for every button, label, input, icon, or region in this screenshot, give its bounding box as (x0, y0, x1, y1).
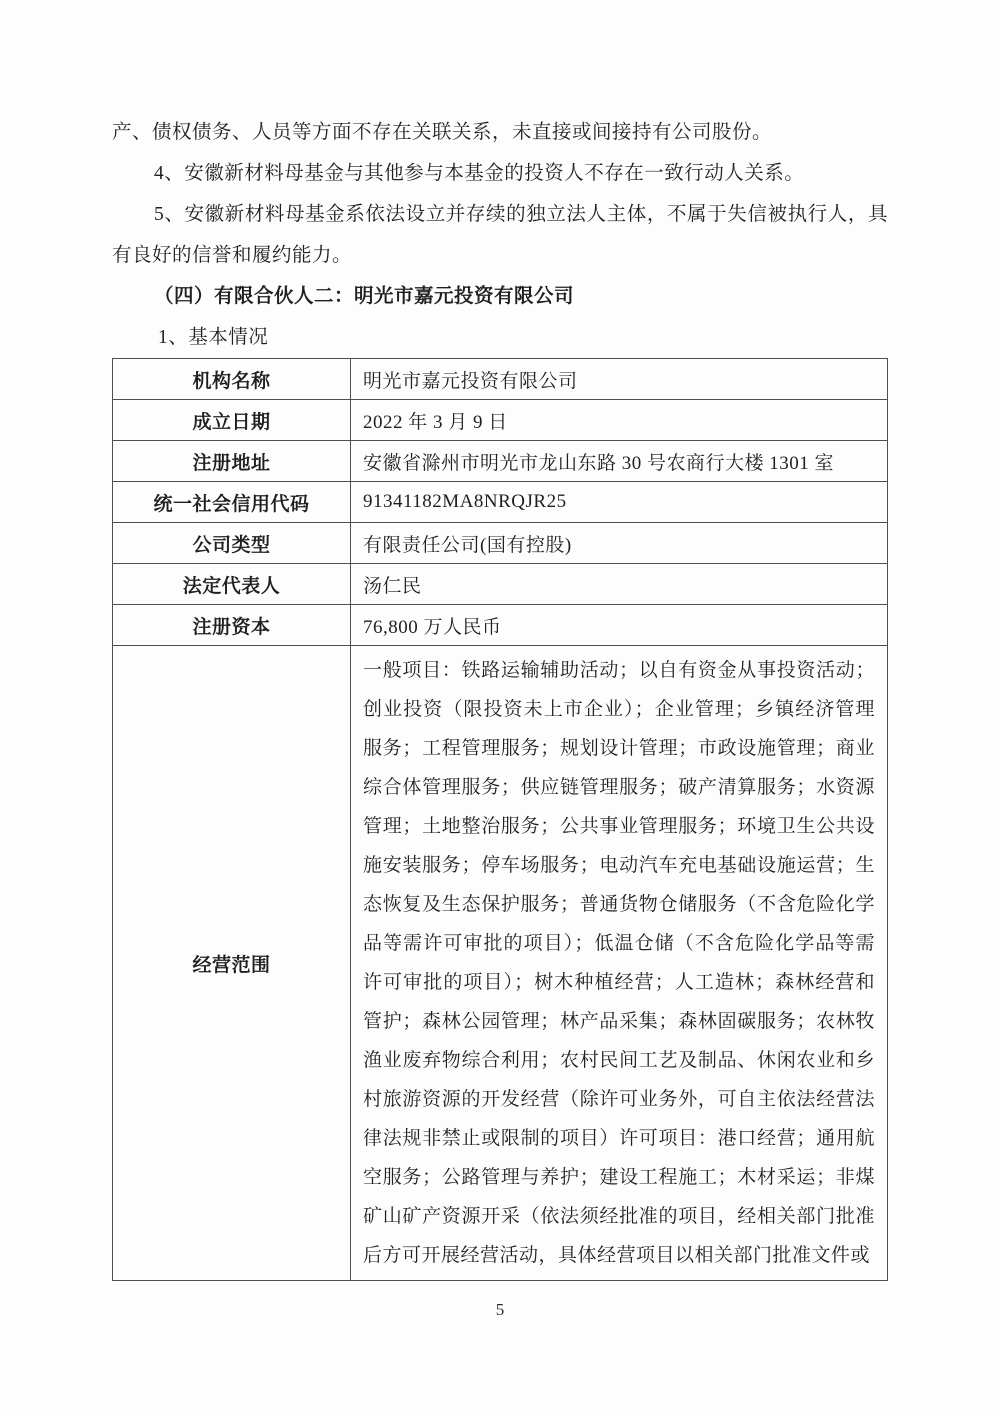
row-label: 经营范围 (113, 646, 351, 1281)
row-value: 76,800 万人民币 (351, 605, 888, 646)
table-row-establish-date (113, 400, 888, 441)
row-label: 成立日期 (113, 400, 351, 441)
row-value: 安徽省滁州市明光市龙山东路 30 号农商行大楼 1301 室 (351, 441, 888, 482)
section-heading: （四）有限合伙人二：明光市嘉元投资有限公司 (154, 285, 575, 307)
page-number: 5 (495, 1300, 505, 1319)
row-label: 注册地址 (113, 441, 351, 482)
row-label: 法定代表人 (113, 564, 351, 605)
table-row-registered-address (113, 441, 888, 482)
page-content (112, 112, 888, 1281)
row-value: 汤仁民 (351, 564, 888, 605)
paragraph-continuation: 产、债权债务、人员等方面不存在关联关系，未直接或间接持有公司股份。 (112, 122, 773, 143)
table-row-business-scope (113, 646, 888, 1281)
row-label: 统一社会信用代码 (113, 482, 351, 523)
row-value: 2022 年 3 月 9 日 (351, 400, 888, 441)
table-row-institution-name (113, 359, 888, 400)
row-label: 机构名称 (113, 359, 351, 400)
row-value: 明光市嘉元投资有限公司 (351, 359, 888, 400)
row-value: 有限责任公司(国有控股) (351, 523, 888, 564)
company-info-table (112, 358, 888, 1281)
row-label: 注册资本 (113, 605, 351, 646)
row-value: 一般项目：铁路运输辅助活动；以自有资金从事投资活动；创业投资（限投资未上市企业）；企业管理；乡镇经济管理服务；工程管理服务；规划设计管理；市政设施管理；商业综合体管理服务；供应链管理服务；破产清算服务；水资源管理；土地整治服务；公共事业管理服务；环境卫生公共设施安装服务；停车场服务；电动汽车充电基础设施运营；生态恢复及生态保护服务；普通货物仓储服务（不含危险化学品等需许可审批的项目）；低温仓储（不含危险化学品等需许可审批的项目）；树木种植经营；人工造林；森林经营和管护；森林公园管理；林产品采集；森林固碳服务；农林牧渔业废弃物综合利用；农村民间工艺及制品、休闲农业和乡村旅游资源的开发经营（除许可业务外，可自主依法经营法律法规非禁止或限制的项目）许可项目：港口经营；通用航空服务；公路管理与养护；建设工程施工；木材采运；非煤矿山矿产资源开采（依法须经批准的项目，经相关部门批准后方可开展经营活动，具体经营项目以相关部门批准文件或 (351, 646, 888, 1281)
paragraph-item-4: 4、安徽新材料母基金与其他参与本基金的投资人不存在一致行动人关系。 (154, 163, 805, 184)
table-row-credit-code (113, 482, 888, 523)
row-label: 公司类型 (113, 523, 351, 564)
row-value: 91341182MA8NRQJR25 (351, 482, 888, 523)
table-row-registered-capital (113, 605, 888, 646)
paragraph-item-5: 5、安徽新材料母基金系依法设立并存续的独立法人主体，不属于失信被执行人，具有良好的信誉和履约能力。 (112, 204, 888, 266)
table-row-legal-representative (113, 564, 888, 605)
table-row-company-type (113, 523, 888, 564)
sub-heading: 1、基本情况 (158, 327, 269, 348)
